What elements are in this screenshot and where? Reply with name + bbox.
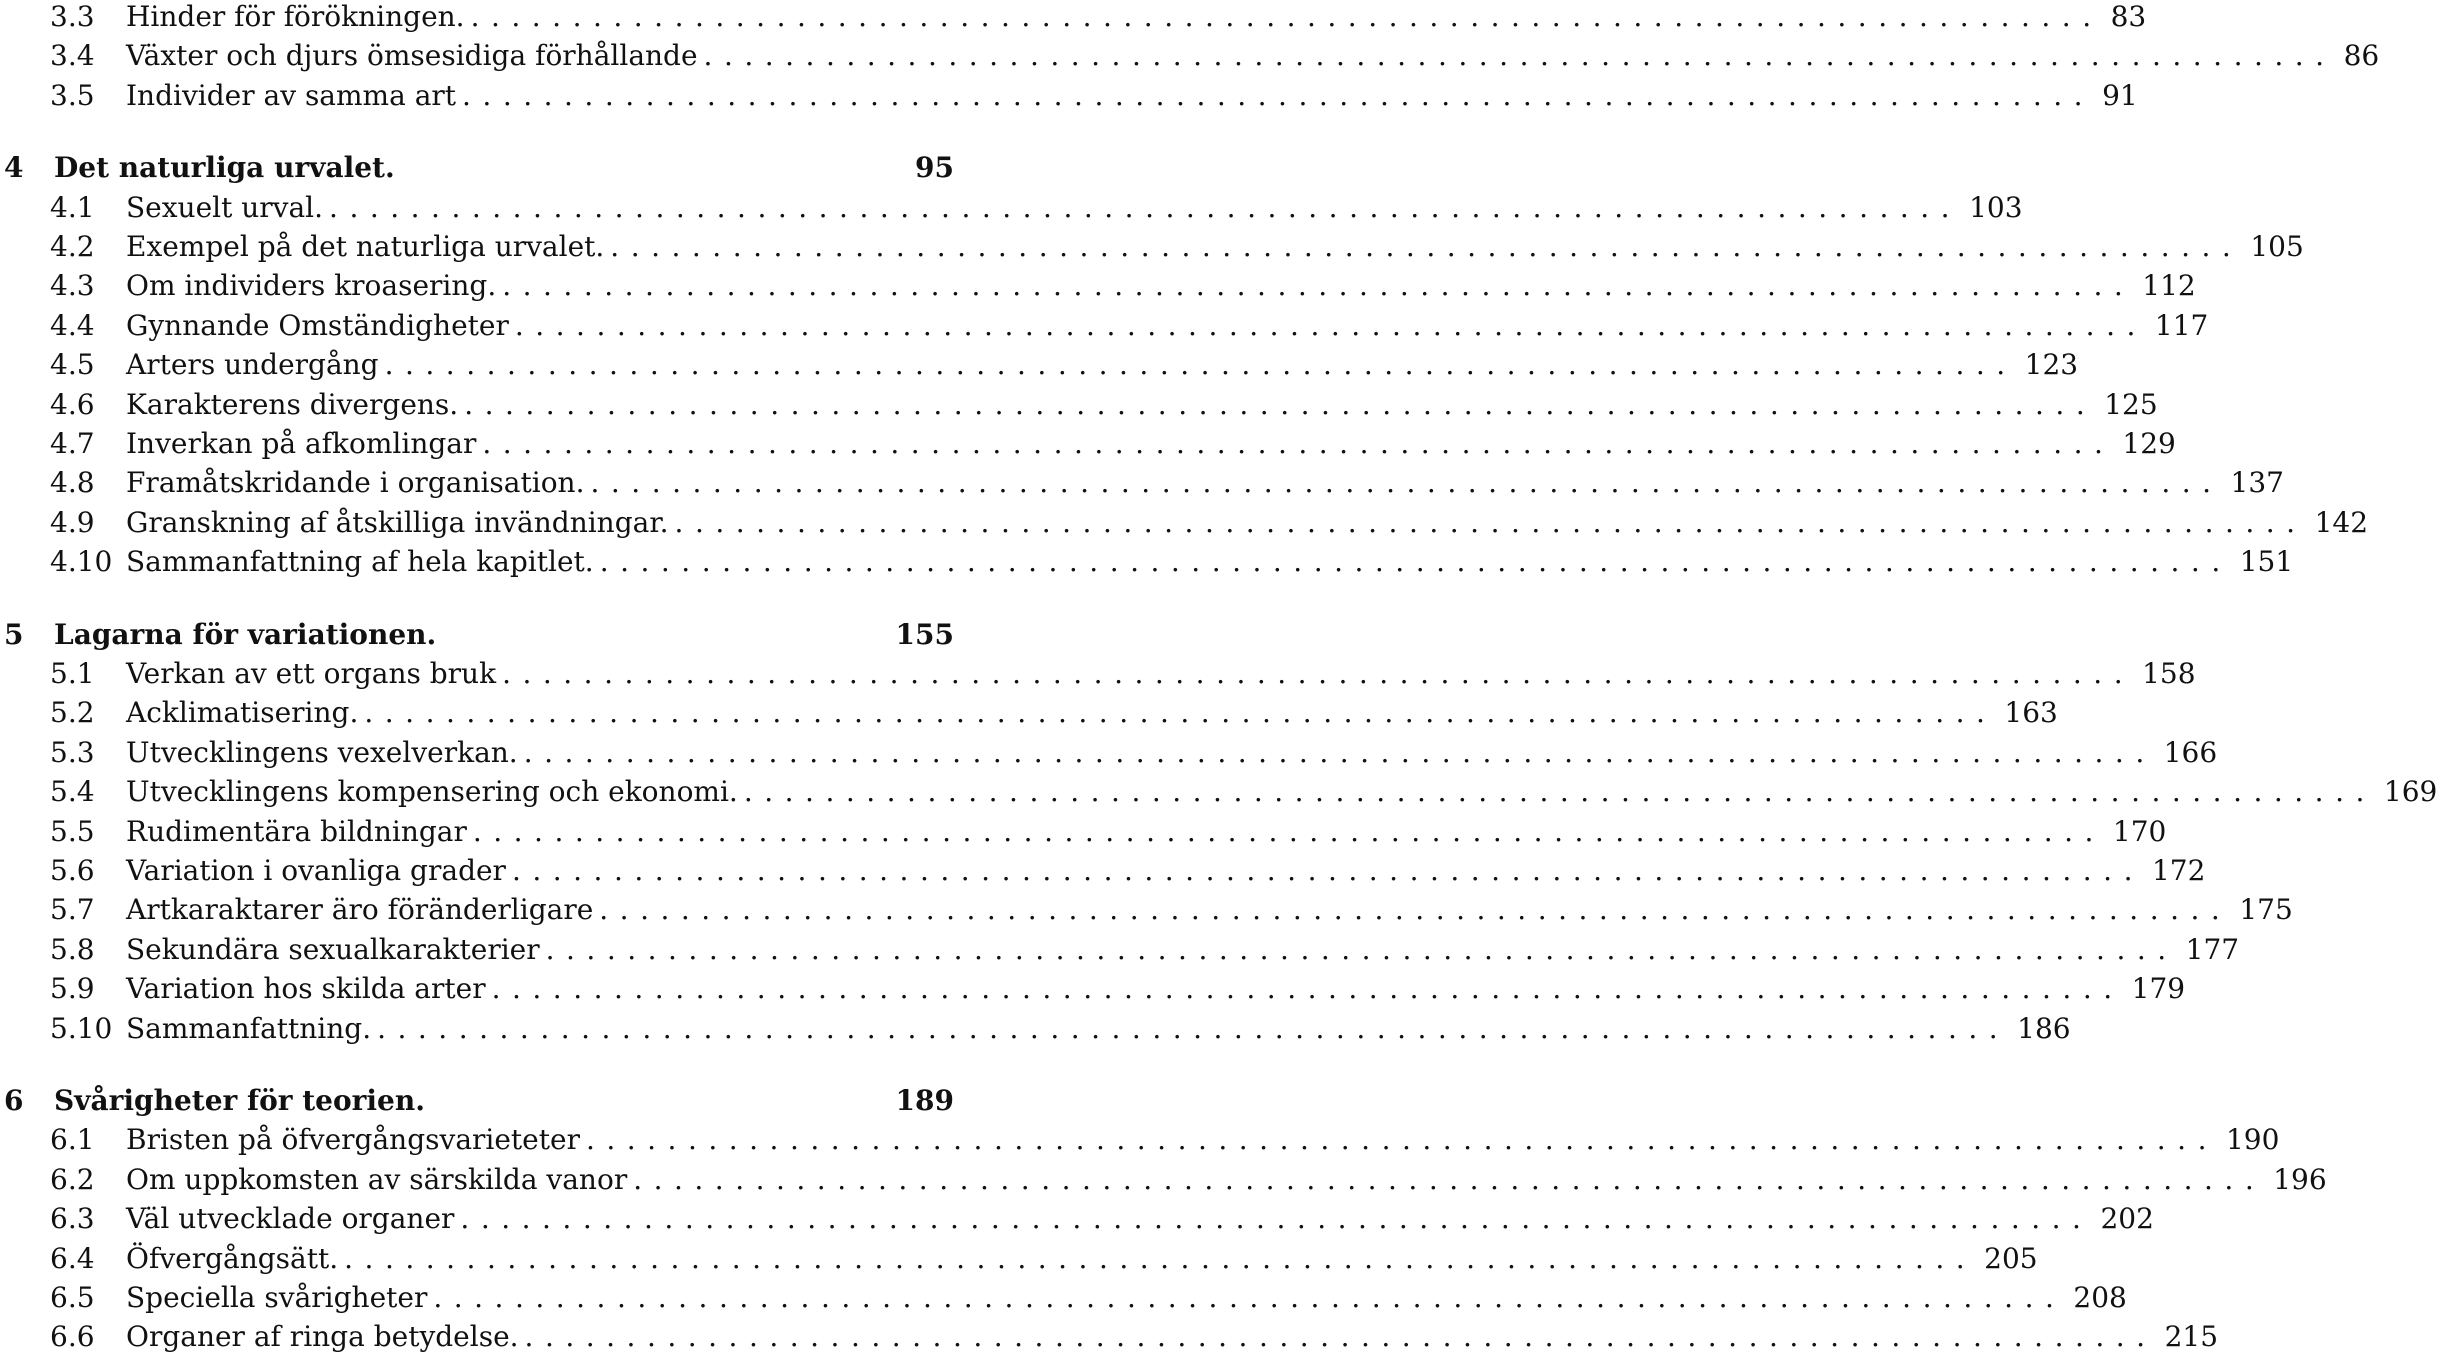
toc-entry-page-number: 137 <box>2230 466 2284 500</box>
toc-entry-page-number: 151 <box>2239 545 2294 579</box>
toc-section-row[interactable] <box>0 932 2240 971</box>
dot-leader: ................................................................................ <box>511 854 2144 887</box>
toc-entry-page-number: 83 <box>2110 0 2147 33</box>
toc-entry-number: 5.10 <box>50 1011 113 1045</box>
toc-section-row[interactable] <box>0 78 2138 117</box>
toc-section-row[interactable] <box>0 1281 2127 1319</box>
dot-leader: ................................................................................ <box>344 1241 1977 1275</box>
toc-entry-page-number: 189 <box>895 1084 954 1117</box>
toc-entry-page-number: 103 <box>1969 190 2023 224</box>
toc-entry-title: Det naturliga urvalet. <box>54 151 395 185</box>
dot-leader: ................................................................................ <box>472 814 2105 848</box>
toc-entry-number: 6.1 <box>50 1123 95 1157</box>
toc-entry-page-number: 172 <box>2151 854 2206 887</box>
toc-entry-page-number: 169 <box>2383 775 2437 809</box>
toc-section-row[interactable] <box>0 657 2196 695</box>
toc-entry-number: 4.2 <box>50 230 95 263</box>
toc-section-row[interactable] <box>0 308 2209 347</box>
toc-chapter-row[interactable] <box>0 618 954 656</box>
toc-entry-page-number: 117 <box>2154 308 2209 342</box>
dot-leader: ................................................................................ <box>482 427 2115 460</box>
dot-leader: ................................................................................ <box>523 735 2156 769</box>
toc-entry-number: 4.9 <box>50 505 95 539</box>
toc-entry-page-number: 123 <box>2024 348 2079 382</box>
toc-entry-page-number: 170 <box>2112 814 2167 848</box>
toc-entry-page-number: 208 <box>2073 1281 2127 1314</box>
toc-entry-page-number: 190 <box>2225 1123 2280 1157</box>
dot-leader: ................................................................................ <box>514 308 2147 342</box>
toc-entry-page-number: 177 <box>2185 932 2240 966</box>
toc-entry-number: 6.5 <box>50 1281 95 1314</box>
toc-entry-page-number: 95 <box>915 151 954 185</box>
dot-leader: ................................................................................ <box>599 893 2232 927</box>
toc-section-row[interactable] <box>0 1241 2038 1280</box>
toc-entry-page-number: 202 <box>2100 1202 2154 1236</box>
toc-entry-title: Artkaraktarer äro föränderligare <box>126 893 594 927</box>
toc-entry-number: 5.8 <box>50 932 95 966</box>
toc-entry-title: Väl utvecklade organer <box>126 1202 455 1236</box>
dot-leader: ................................................................................ <box>610 230 2243 263</box>
dot-leader: ................................................................................ <box>384 348 2017 382</box>
toc-entry-title: Organer af ringa betydelse. <box>126 1320 519 1354</box>
toc-section-row[interactable] <box>0 1202 2154 1240</box>
dot-leader: ................................................................................ <box>633 1162 2266 1196</box>
dot-leader: ................................................................................ <box>433 1281 2066 1314</box>
toc-entry-number: 6.6 <box>50 1320 95 1354</box>
toc-entry-title: Exempel på det naturliga urvalet. <box>126 230 605 263</box>
toc-entry-page-number: 163 <box>2004 696 2058 730</box>
toc-entry-number: 4.5 <box>50 348 95 382</box>
toc-section-row[interactable] <box>0 696 2058 734</box>
toc-entry-title: Variation i ovanliga grader <box>126 854 506 887</box>
toc-entry-title: Utvecklingens vexelverkan. <box>126 735 518 769</box>
toc-entry-page-number: 196 <box>2273 1162 2327 1196</box>
toc-entry-title: Bristen på öfvergångsvarieteter <box>126 1123 580 1157</box>
toc-entry-title: Om uppkomsten av särskilda vanor <box>126 1162 628 1196</box>
dot-leader: ................................................................................ <box>743 775 2376 809</box>
toc-entry-page-number: 86 <box>2343 39 2380 73</box>
toc-entry-number: 5.9 <box>50 972 95 1006</box>
toc-entry-number: 6 <box>4 1084 24 1117</box>
toc-entry-number: 4.6 <box>50 387 95 421</box>
toc-entry-title: Inverkan på afkomlingar <box>126 427 477 460</box>
dot-leader: ................................................................................ <box>590 466 2223 500</box>
toc-entry-page-number: 215 <box>2164 1320 2219 1354</box>
dot-leader: ................................................................................ <box>329 190 1962 224</box>
toc-entry-title: Karakterens divergens. <box>126 387 459 421</box>
toc-section-row[interactable] <box>0 1162 2327 1201</box>
toc-entry-title: Rudimentära bildningar <box>126 814 467 848</box>
toc-section-row[interactable] <box>0 505 2369 544</box>
toc-entry-title: Speciella svårigheter <box>126 1281 428 1314</box>
dot-leader: ................................................................................ <box>491 972 2124 1006</box>
toc-section-row[interactable] <box>0 466 2284 504</box>
toc-section-row[interactable] <box>0 1011 2071 1050</box>
toc-entry-title: Hinder för förökningen. <box>126 0 465 33</box>
toc-entry-title: Utvecklingens kompensering och ekonomi. <box>126 775 738 809</box>
toc-entry-title: Om individers kroasering. <box>126 269 497 303</box>
toc-entry-number: 5.1 <box>50 657 95 690</box>
dot-leader: ................................................................................ <box>377 1011 2010 1045</box>
toc-entry-page-number: 175 <box>2239 893 2293 927</box>
toc-entry-page-number: 205 <box>1984 1241 2038 1275</box>
toc-entry-number: 5.7 <box>50 893 95 927</box>
toc-section-row[interactable] <box>0 735 2218 774</box>
toc-entry-page-number: 112 <box>2142 269 2196 303</box>
toc-entry-title: Framåtskridande i organisation. <box>126 466 585 500</box>
toc-section-row[interactable] <box>0 854 2206 892</box>
toc-entry-title: Verkan av ett organs bruk <box>126 657 497 690</box>
dot-leader: ................................................................................ <box>364 696 1997 730</box>
toc-section-row[interactable] <box>0 972 2186 1010</box>
toc-entry-title: Svårigheter för teorien. <box>54 1084 425 1117</box>
toc-entry-number: 4.3 <box>50 269 95 303</box>
toc-section-row[interactable] <box>0 427 2176 465</box>
dot-leader: ................................................................................ <box>502 657 2135 690</box>
toc-entry-title: Acklimatisering. <box>126 696 359 730</box>
toc-section-row[interactable] <box>0 190 2023 229</box>
toc-section-row[interactable] <box>0 1320 2219 1358</box>
toc-entry-title: Arters undergång <box>126 348 379 382</box>
toc-entry-number: 3.4 <box>50 39 95 73</box>
toc-entry-page-number: 158 <box>2142 657 2196 690</box>
toc-section-row[interactable] <box>0 269 2196 307</box>
toc-entry-number: 6.2 <box>50 1162 95 1196</box>
toc-entry-number: 4 <box>4 151 24 185</box>
dot-leader: ................................................................................ <box>470 0 2103 33</box>
toc-section-row[interactable] <box>0 545 2294 583</box>
toc-section-row[interactable] <box>0 1123 2280 1161</box>
toc-entry-number: 6.3 <box>50 1202 95 1236</box>
toc-entry-page-number: 91 <box>2102 78 2138 112</box>
toc-entry-title: Sammanfattning af hela kapitlet. <box>126 545 594 579</box>
toc-section-row[interactable] <box>0 0 2147 38</box>
toc-entry-page-number: 155 <box>895 617 954 651</box>
toc-entry-page-number: 142 <box>2314 505 2369 539</box>
toc-section-row[interactable] <box>0 893 2293 931</box>
toc-entry-number: 5.5 <box>50 814 95 848</box>
dot-leader: ................................................................................ <box>524 1320 2157 1354</box>
toc-entry-number: 4.10 <box>50 545 113 579</box>
toc-entry-title: Individer av samma art <box>126 78 457 112</box>
toc-entry-title: Öfvergångsätt. <box>126 1241 339 1275</box>
toc-entry-number: 3.3 <box>50 0 95 33</box>
toc-entry-title: Sexuelt urval. <box>126 190 324 224</box>
dot-leader: ................................................................................ <box>674 505 2307 539</box>
toc-section-row[interactable] <box>0 230 2304 268</box>
toc-entry-page-number: 179 <box>2131 972 2186 1006</box>
toc-entry-number: 5.6 <box>50 854 95 887</box>
toc-entry-number: 4.8 <box>50 466 95 500</box>
toc-entry-number: 5.4 <box>50 775 95 809</box>
toc-entry-page-number: 105 <box>2250 230 2304 263</box>
dot-leader: ................................................................................ <box>502 269 2135 303</box>
toc-entry-title: Växter och djurs ömsesidiga förhållande <box>126 39 698 73</box>
toc-section-row[interactable] <box>0 348 2079 386</box>
toc-section-row[interactable] <box>0 775 2437 813</box>
toc-entry-number: 3.5 <box>50 78 95 112</box>
toc-section-row[interactable] <box>0 39 2380 77</box>
dot-leader: ................................................................................ <box>464 387 2097 421</box>
dot-leader: ................................................................................ <box>585 1123 2218 1157</box>
toc-entry-number: 5 <box>4 617 24 651</box>
toc-entry-number: 6.4 <box>50 1241 95 1275</box>
toc-section-row[interactable] <box>0 814 2167 853</box>
toc-entry-page-number: 129 <box>2122 427 2176 460</box>
toc-entry-title: Variation hos skilda arter <box>126 972 486 1006</box>
toc-entry-number: 5.2 <box>50 696 95 730</box>
toc-entry-title: Sammanfattning. <box>126 1011 372 1045</box>
dot-leader: ................................................................................ <box>599 545 2232 579</box>
toc-chapter-row[interactable] <box>0 1084 954 1122</box>
toc-entry-title: Lagarna för variationen. <box>54 617 437 651</box>
toc-entry-title: Sekundära sexualkarakterier <box>126 932 540 966</box>
dot-leader: ................................................................................ <box>462 78 2095 112</box>
dot-leader: ................................................................................ <box>545 932 2178 966</box>
toc-entry-title: Gynnande Omständigheter <box>126 308 509 342</box>
toc-entry-number: 4.7 <box>50 427 95 460</box>
toc-entry-title: Granskning af åtskilliga invändningar. <box>126 505 669 539</box>
toc-section-row[interactable] <box>0 387 2158 426</box>
toc-entry-page-number: 166 <box>2163 735 2218 769</box>
toc-entry-number: 4.1 <box>50 190 95 224</box>
toc-entry-page-number: 125 <box>2104 387 2158 421</box>
dot-leader: ................................................................................ <box>460 1202 2093 1236</box>
toc-entry-number: 4.4 <box>50 308 95 342</box>
toc-chapter-row[interactable] <box>0 151 954 189</box>
dot-leader: ................................................................................ <box>703 39 2336 73</box>
toc-entry-page-number: 186 <box>2017 1011 2071 1045</box>
toc-entry-number: 5.3 <box>50 735 95 769</box>
